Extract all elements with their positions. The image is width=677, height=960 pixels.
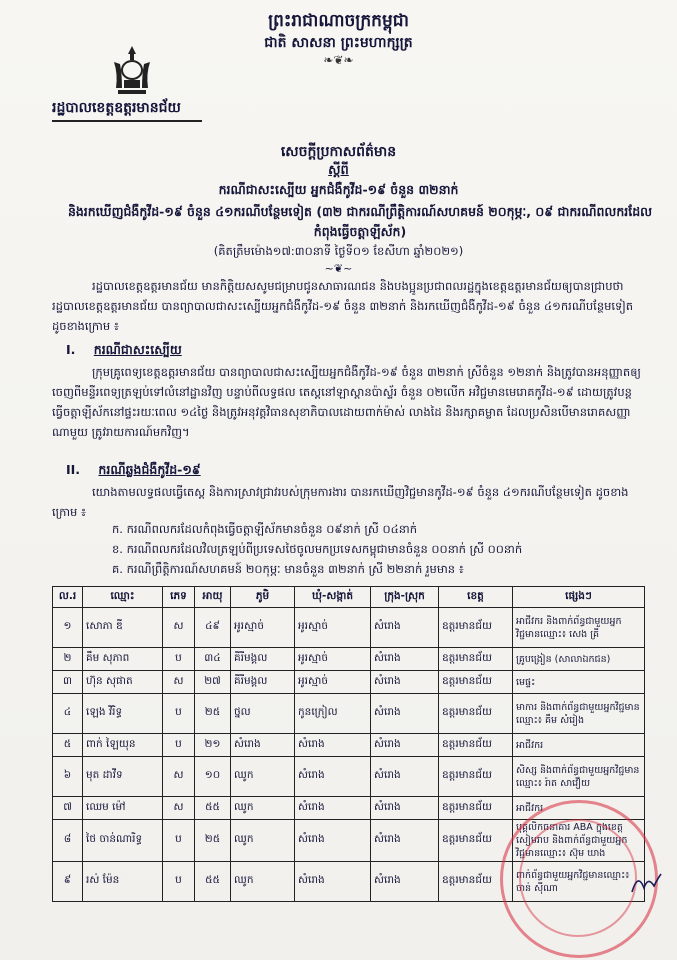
kingdom-title: ព្រះរាជាណាចក្រកម្ពុជា xyxy=(268,11,409,31)
col-header-name: ឈ្មោះ xyxy=(83,587,163,608)
cell-name: ពាក់ ឡៃយុន xyxy=(83,734,163,757)
section-1-paragraph: ក្រុមគ្រូពេទ្យខេត្តឧត្តរមានជ័យ បានព្យាបាលជាសះស្បើយអ្នកជំងឺកូវីដ-១៩ ចំនួន ៣២នាក់ ស្រីចំនួន ១២នាក់ និងត្រូវបានអនុញ្ញាតឲ្យចេញពីមន្ទីរពេទ្យត្រឡប់ទៅលំនៅដ្ឋានវិញ បន្ទាប់ពីលទ្ធផល តេស្តនៅឡាស្តានប៉ាស្ទ័រ ចំនួន ០២លើក អវិជ្ជមានមេរោគកូវីដ-១៩ ដោយត្រូវបន្តធ្វើចត្តាឡីស័កនៅផ្ទះរយៈពេល ១៤ថ្ងៃ និងត្រូវអនុវត្តវិធានសុខាភិបាលដោយពាក់ម៉ាស់ លាងដៃ និងរក្សាគម្លាត ដែលប្រសិនបើមានរោគសញ្ញាណាមួយ ត្រូវរាយការណ៍មកវិញ។ xyxy=(52,365,641,439)
cell-no: ៨ xyxy=(53,820,83,862)
cell-name: គឹម សុភាព xyxy=(83,648,163,671)
col-header-district: ក្រុង-ស្រុក xyxy=(371,587,439,608)
cell-village: ឈូក xyxy=(231,797,295,820)
cell-commune: សំរោង xyxy=(295,757,371,797)
cell-village: សំរោង xyxy=(231,734,295,757)
cell-village: ឈូក xyxy=(231,757,295,797)
cell-name: ថៃ ចាន់ណារិទ្ធ xyxy=(83,820,163,862)
col-header-no: ល.រ xyxy=(53,587,83,608)
cell-age: ២៧ xyxy=(195,671,231,694)
cell-district: សំរោង xyxy=(371,608,439,648)
section-2-title: ករណីឆ្លងជំងឺកូវីដ-១៩ xyxy=(98,462,201,477)
table-row xyxy=(53,757,645,797)
cell-district: សំរោង xyxy=(371,862,439,902)
cell-note: មេផ្ទះ xyxy=(513,671,645,694)
cell-district: សំរោង xyxy=(371,734,439,757)
cell-note: អាជីវករ xyxy=(513,797,645,820)
cell-age: ៥៥ xyxy=(195,797,231,820)
cell-note: គ្រូបង្រៀន (សាលាឯកជន) xyxy=(513,648,645,671)
cell-province: ឧត្តរមានជ័យ xyxy=(439,694,513,734)
cell-commune: សំរោង xyxy=(295,862,371,902)
cell-province: ឧត្តរមានជ័យ xyxy=(439,608,513,648)
cell-village: អូរស្មាច់ xyxy=(231,608,295,648)
doc-subject: ករណីជាសះស្បើយ អ្នកជំងឺកូវីដ-១៩ ចំនួន ៣២នាក់ xyxy=(218,182,459,197)
cell-sex: ប xyxy=(163,694,195,734)
cell-district: សំរោង xyxy=(371,797,439,820)
cell-province: ឧត្តរមានជ័យ xyxy=(439,820,513,862)
cell-note: ពាក់ព័ន្ធជាមួយអ្នកវិជ្ជមានឈ្មោះ៖ ចាន់ ស៊ីណា xyxy=(513,862,645,902)
cell-age: ២៥ xyxy=(195,694,231,734)
cell-name: មុត ដាវីទ xyxy=(83,757,163,797)
cell-age: ៣៤ xyxy=(195,648,231,671)
cell-no: ១ xyxy=(53,608,83,648)
col-header-province: ខេត្ត xyxy=(439,587,513,608)
cell-sex: ស xyxy=(163,757,195,797)
cell-sex: ប xyxy=(163,820,195,862)
cell-commune: អូរស្មាច់ xyxy=(295,671,371,694)
cell-district: សំរោង xyxy=(371,757,439,797)
sub-item-c: គ. ករណីព្រឹត្តិការណ៍សហគមន៍ ២០កុម្ភៈ មានចំនួន ៣២នាក់ ស្រី ២២នាក់ រួមមាន ៖ xyxy=(112,562,464,576)
cell-village: ថ្នល xyxy=(231,694,295,734)
cell-age: ៤៩ xyxy=(195,608,231,648)
cell-no: ៧ xyxy=(53,797,83,820)
cell-name: ឈេម ម៉ៅ xyxy=(83,797,163,820)
royal-emblem-icon xyxy=(108,44,156,96)
section-1-heading xyxy=(66,342,182,361)
cell-note: មាការ និងពាក់ព័ន្ធជាមួយអ្នកវិជ្ជមានឈ្មោះ៖ គឹម សំរៀង xyxy=(513,694,645,734)
section-2-heading xyxy=(66,462,201,481)
cell-sex: ស xyxy=(163,671,195,694)
doc-title: សេចក្តីប្រកាសព័ត៌មាន xyxy=(280,144,397,160)
table-row xyxy=(53,608,645,648)
cell-village: ឈូក xyxy=(231,820,295,862)
cell-commune: អូរស្មាច់ xyxy=(295,608,371,648)
cell-age: ៥៥ xyxy=(195,862,231,902)
cell-no: ៤ xyxy=(53,694,83,734)
cell-age: ២១ xyxy=(195,734,231,757)
cell-age: ២៥ xyxy=(195,820,231,862)
section-2-number: II. xyxy=(66,462,81,477)
title-ornament: ~❦~ xyxy=(324,262,353,275)
cell-sex: ស xyxy=(163,797,195,820)
col-header-sex: ភេទ xyxy=(163,587,195,608)
doc-date: (គិតត្រឹមម៉ោង១៧:៣០នាទី ថ្ងៃទី០១ ខែសីហា ឆ្នាំ២០២១) xyxy=(213,244,464,258)
cell-sex: ប xyxy=(163,648,195,671)
issuing-authority: រដ្ឋបាលខេត្តឧត្តរមានជ័យ xyxy=(52,100,181,116)
cell-commune: សំរោង xyxy=(295,820,371,862)
table-row xyxy=(53,648,645,671)
cell-name: សោភា ឌី xyxy=(83,608,163,648)
section-1-title: ករណីជាសះស្បើយ xyxy=(93,342,182,357)
cell-district: សំរោង xyxy=(371,820,439,862)
cell-district: សំរោង xyxy=(371,694,439,734)
section-1-number: I. xyxy=(66,342,76,357)
cell-age: ១០ xyxy=(195,757,231,797)
cell-name: រស់ ម៉ែន xyxy=(83,862,163,902)
col-header-commune: ឃុំ-សង្កាត់ xyxy=(295,587,371,608)
table-row xyxy=(53,694,645,734)
cell-province: ឧត្តរមានជ័យ xyxy=(439,671,513,694)
national-motto: ជាតិ សាសនា ព្រះមហាក្សត្រ xyxy=(264,35,413,51)
table-row xyxy=(53,734,645,757)
cell-province: ឧត្តរមានជ័យ xyxy=(439,757,513,797)
cell-sex: ប xyxy=(163,734,195,757)
cell-district: សំរោង xyxy=(371,671,439,694)
cell-sex: ប xyxy=(163,862,195,902)
col-header-age: អាយុ xyxy=(195,587,231,608)
col-header-village: ភូមិ xyxy=(231,587,295,608)
cell-commune: សំរោង xyxy=(295,734,371,757)
cell-province: ឧត្តរមានជ័យ xyxy=(439,797,513,820)
cell-district: សំរោង xyxy=(371,648,439,671)
cell-no: ៣ xyxy=(53,671,83,694)
cell-village: គីរីមង្គល xyxy=(231,648,295,671)
cell-note: បុគ្គលិកធនាគារ ABA ក្នុងខេត្តសៀមរាប និងពាក់ព័ន្ធជាមួយអ្នកវិជ្ជមានឈ្មោះ៖ ស៊ុម ឃាង xyxy=(513,820,645,862)
cell-note: អាជីវករ xyxy=(513,734,645,757)
cell-village: ឈូក xyxy=(231,862,295,902)
intro-paragraph: រដ្ឋបាលខេត្តឧត្តរមានជ័យ មានកិត្តិយសសូមជម្រាបជូនសាធារណជន និងបងប្អូនប្រជាពលរដ្ឋក្នុងខេត្តឧត្តរមានជ័យឲ្យបានជ្រាបថា រដ្ឋបាលខេត្តឧត្តរមានជ័យ បានព្យាបាលជាសះស្បើយអ្នកជំងឺកូវីដ-១៩ ចំនួន ៣២នាក់ និងរកឃើញជំងឺកូវីដ-១៩ ចំនួន ៤១ករណីបន្ថែមទៀត ដូចខាងក្រោម ៖ xyxy=(52,279,634,333)
table-header-row xyxy=(53,587,645,608)
cell-no: ៩ xyxy=(53,862,83,902)
doc-subject-detail: និងរកឃើញជំងឺកូវីដ-១៩ ចំនួន ៤១ករណីបន្ថែមទៀត (៣២ ជាករណីព្រឹត្តិការណ៍សហគមន៍ ២០កុម្ភៈ, ០៩ ជាករណីពលករដែលកំពុងធ្វើចត្តាឡីស័ក) xyxy=(67,204,653,239)
cell-sex: ស xyxy=(163,608,195,648)
cell-province: ឧត្តរមានជ័យ xyxy=(439,734,513,757)
doc-subject-label: ស្តីពី xyxy=(328,163,349,178)
cell-name: ហ៊ុន សុផាត xyxy=(83,671,163,694)
authority-underline xyxy=(52,120,202,122)
cell-note: សិស្ស និងពាក់ព័ន្ធជាមួយអ្នកវិជ្ជមានឈ្មោះ៖ រ៉ាត សាវឿយ xyxy=(513,757,645,797)
cell-no: ៥ xyxy=(53,734,83,757)
signature-mark xyxy=(628,868,664,898)
col-header-note: ផ្សេងៗ xyxy=(513,587,645,608)
cell-note: អាជីវករ និងពាក់ព័ន្ធជាមួយអ្នកវិជ្ជមានឈ្មោះ៖ សេង គ្រី xyxy=(513,608,645,648)
cell-commune: សំរោង xyxy=(295,797,371,820)
header-ornament: ❧❦❧ xyxy=(323,53,354,67)
cell-name: ឡេង វិរិទ្ធ xyxy=(83,694,163,734)
cell-commune: កូនក្រៀល xyxy=(295,694,371,734)
cell-no: ២ xyxy=(53,648,83,671)
cell-no: ៦ xyxy=(53,757,83,797)
cell-village: គីរីមង្គល xyxy=(231,671,295,694)
sub-item-b: ខ. ករណីពលករដែលវិលត្រឡប់ពីប្រទេសថៃចូលមកប្រទេសកម្ពុជាមានចំនួន ០០នាក់ ស្រី ០០នាក់ xyxy=(112,542,523,556)
cell-province: ឧត្តរមានជ័យ xyxy=(439,648,513,671)
sub-item-a: ក. ករណីពលករដែលកំពុងធ្វើចត្តាឡីស័កមានចំនួន ០៩នាក់ ស្រី ០៤នាក់ xyxy=(112,522,417,536)
cell-commune: អូរស្មាច់ xyxy=(295,648,371,671)
table-row xyxy=(53,671,645,694)
section-2-paragraph: យោងតាមលទ្ធផលធ្វើតេស្ត និងការស្រាវជ្រាវរបស់ក្រុមការងារ បានរកឃើញវិជ្ជមានកូវីដ-១៩ ចំនួន ៤១ករណីបន្ថែមទៀត ដូចខាងក្រោម ៖ xyxy=(52,485,629,519)
cell-province: ឧត្តរមានជ័យ xyxy=(439,862,513,902)
